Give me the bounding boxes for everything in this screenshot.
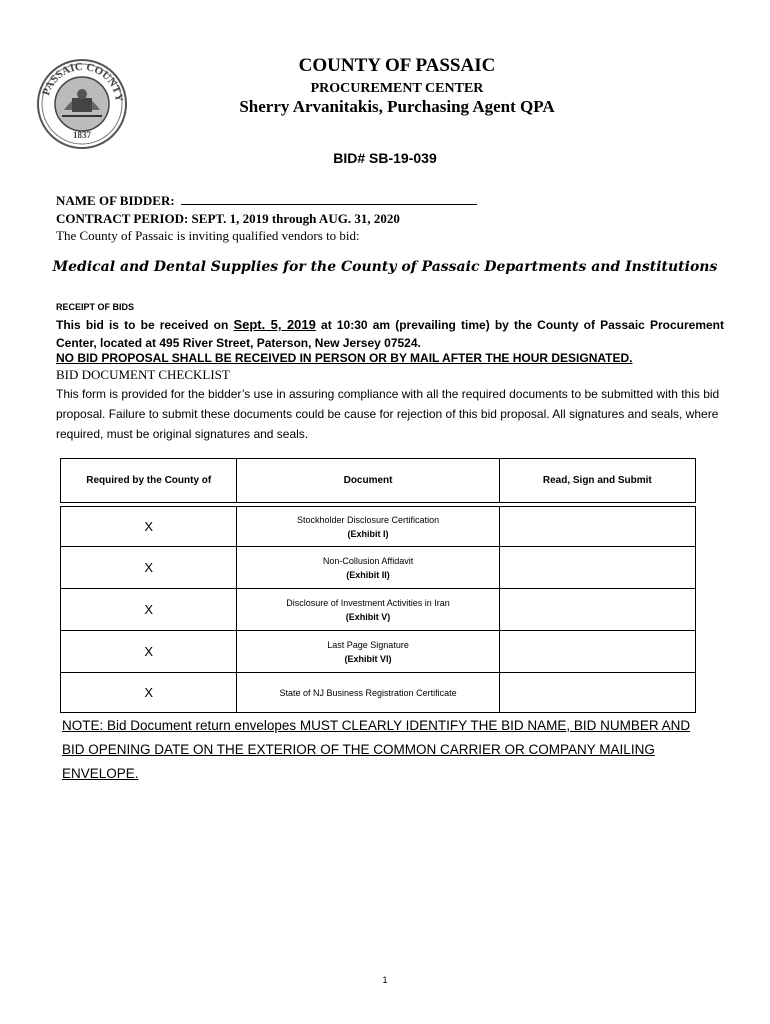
table-header-row	[61, 459, 696, 503]
column-header-sign: Read, Sign and Submit	[499, 459, 695, 503]
contract-period: CONTRACT PERIOD: SEPT. 1, 2019 through AUG. 31, 2020	[56, 211, 400, 226]
sign-submit-cell[interactable]	[499, 589, 695, 631]
document-cell: Disclosure of Investment Activities in Iran (Exhibit V)	[237, 589, 499, 631]
receipt-text: This bid is to be received on Sept. 5, 2019 at 10:30 am (prevailing time) by the County of Passaic Procurement Center, located at 495 River Street, Paterson, New Jersey 07524.	[56, 317, 725, 350]
column-header-document: Document	[237, 459, 499, 503]
document-cell: State of NJ Business Registration Certificate	[237, 673, 499, 713]
sign-submit-cell[interactable]	[499, 631, 695, 673]
column-header-required: Required by the County of	[61, 459, 237, 503]
required-mark: X	[61, 673, 237, 713]
table-row	[61, 631, 696, 673]
document-cell: Stockholder Disclosure Certification (Exhibit I)	[237, 507, 499, 547]
required-mark: X	[61, 547, 237, 589]
county-title: COUNTY OF PASSAIC	[298, 55, 496, 76]
sign-submit-cell[interactable]	[499, 673, 695, 713]
sign-submit-cell[interactable]	[499, 507, 695, 547]
checklist-heading: BID DOCUMENT CHECKLIST	[56, 367, 230, 382]
bid-title: Medical and Dental Supplies for the County of Passaic Departments and Institutions	[52, 259, 718, 275]
checklist-table	[60, 458, 696, 713]
invite-text: The County of Passaic is inviting qualified vendors to bid:	[56, 228, 360, 243]
checklist-intro: This form is provided for the bidder’s use in assuring compliance with all the required documents to be submitted with this bid proposal. Failure to submit these documents could be cause for rejection of this bid proposal. All signatures and seals, where required, must be original signatures and seals.	[56, 387, 720, 441]
bid-number: BID# SB-19-039	[333, 150, 437, 166]
procurement-center: PROCUREMENT CENTER	[310, 81, 484, 96]
table-row	[61, 507, 696, 547]
document-cell: Last Page Signature (Exhibit VI)	[237, 631, 499, 673]
envelope-note: NOTE: Bid Document return envelopes MUST CLEARLY IDENTIFY THE BID NAME, BID NUMBER AND BID OPENING DATE ON THE EXTERIOR OF THE COMMON CARRIER OR COMPANY MAILING ENVELOPE.	[62, 718, 691, 781]
bidder-name-field[interactable]	[181, 194, 477, 205]
required-mark: X	[61, 507, 237, 547]
table-row	[61, 673, 696, 713]
bidder-name-row	[56, 193, 477, 209]
no-bid-warning: NO BID PROPOSAL SHALL BE RECEIVED IN PERSON OR BY MAIL AFTER THE HOUR DESIGNATED.	[56, 351, 633, 365]
purchasing-agent: Sherry Arvanitakis, Purchasing Agent QPA	[239, 97, 555, 116]
required-mark: X	[61, 631, 237, 673]
document-cell: Non-Collusion Affidavit (Exhibit II)	[237, 547, 499, 589]
seal-text: PASSAIC COUNTY	[40, 60, 126, 103]
table-row	[61, 589, 696, 631]
bidder-name-label: NAME OF BIDDER:	[56, 193, 175, 208]
receipt-heading: RECEIPT OF BIDS	[56, 302, 135, 312]
sign-submit-cell[interactable]	[499, 547, 695, 589]
receipt-date: Sept. 5, 2019	[233, 317, 316, 332]
page-number: 1	[382, 975, 388, 985]
table-row	[61, 547, 696, 589]
seal-year: 1837	[73, 130, 91, 140]
required-mark: X	[61, 589, 237, 631]
